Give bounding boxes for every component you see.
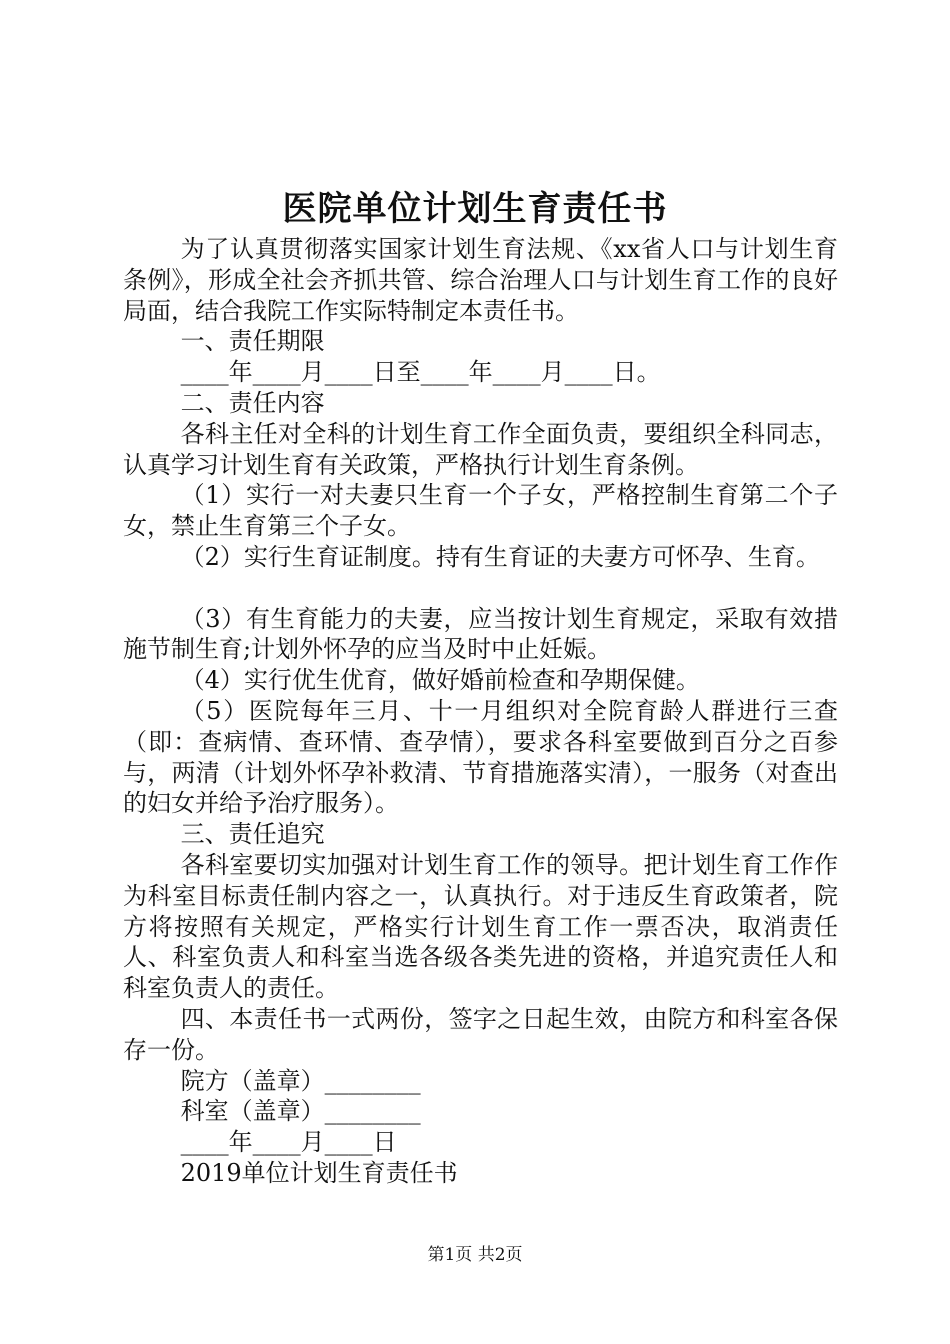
item-2: （2）实行生育证制度。持有生育证的夫妻方可怀孕、生育。 [180, 542, 820, 571]
item-1: （1）实行一对夫妻只生育一个子女，严格控制生育第二个子女，禁止生育第三个子女。 [123, 481, 838, 541]
section-3-heading: 三、责任追究 [180, 820, 325, 849]
closing-title: 2019单位计划生育责任书 [180, 1158, 458, 1187]
signature-date-line: ____年____月____日 [180, 1128, 397, 1157]
item-4: （4）实行优生优育，做好婚前检查和孕期保健。 [180, 666, 700, 695]
section-3-body: 各科室要切实加强对计划生育工作的领导。把计划生育工作作为科室目标责任制内容之一，认真执行。对于违反生育政策者，院方将按照有关规定，严格实行计划生育工作一票否决，取消责任人、科室负责人和科室当选各级各类先进的资格，并追究责任人和科室负责人的责任。 [123, 850, 838, 1003]
section-2-heading: 二、责任内容 [180, 388, 325, 417]
section-4-body: 四、本责任书一式两份，签字之日起生效，由院方和科室各保存一份。 [123, 1004, 838, 1064]
section-1-heading: 一、责任期限 [180, 327, 325, 356]
document-body [123, 234, 838, 1189]
item-5: （5）医院每年三月、十一月组织对全院育龄人群进行三查（即：查病情、查环情、查孕情），要求各科室要做到百分之百参与，两清（计划外怀孕补救清、节育措施落实清），一服务（对查出的妇女并给予治疗服务）。 [123, 696, 838, 818]
term-line: ____年____月____日至____年____月____日。 [180, 358, 661, 387]
department-signature-line: 科室（盖章）________ [180, 1097, 421, 1126]
document-title: 医院单位计划生育责任书 [282, 189, 668, 229]
section-2-intro: 各科主任对全科的计划生育工作全面负责，要组织全科同志，认真学习计划生育有关政策，严格执行计划生育条例。 [123, 419, 838, 479]
page-indicator: 第1页 共2页 [427, 1245, 523, 1265]
item-3: （3）有生育能力的夫妻，应当按计划生育规定，采取有效措施节制生育;计划外怀孕的应当及时中止妊娠。 [123, 604, 838, 664]
intro-paragraph: 为了认真贯彻落实国家计划生育法规、《xx省人口与计划生育条例》，形成全社会齐抓共管、综合治理人口与计划生育工作的良好局面，结合我院工作实际特制定本责任书。 [123, 235, 838, 325]
blank-line [123, 573, 838, 604]
hospital-signature-line: 院方（盖章）________ [180, 1066, 421, 1095]
